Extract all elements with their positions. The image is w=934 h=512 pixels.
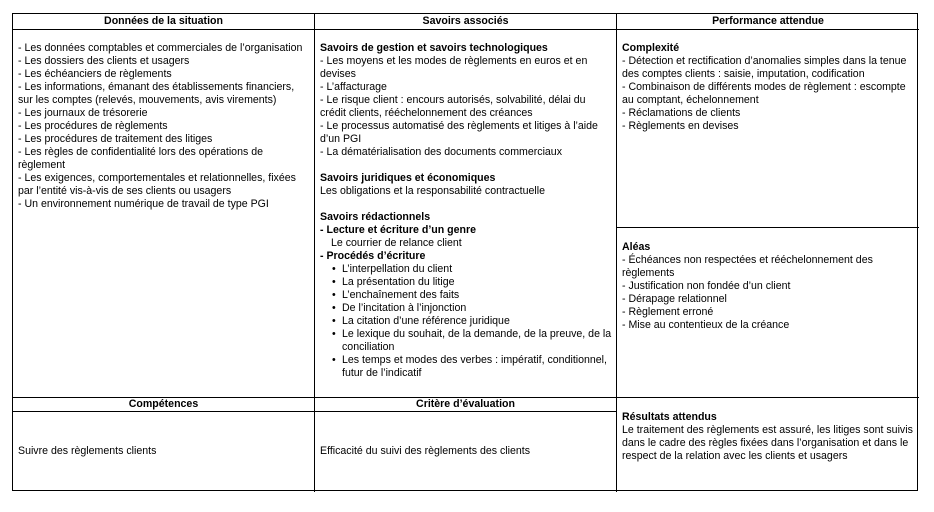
complexite-list	[622, 55, 914, 133]
list-item: - Un environnement numérique de travail de type PGI	[18, 198, 269, 210]
list-item: - Les dossiers des clients et usagers	[18, 55, 190, 67]
performance-divider	[616, 227, 919, 228]
header-critere: Critère d’évaluation	[416, 398, 515, 410]
list-item: - Combinaison de différents modes de règlement : escompte au comptant, échelonnement	[622, 81, 906, 106]
procedes-list	[320, 263, 612, 380]
savoirs-cell	[320, 42, 612, 396]
list-item: • De l’incitation à l’injonction	[320, 302, 612, 315]
list-item: - Réclamations de clients	[622, 107, 741, 119]
list-item: - Les journaux de trésorerie	[18, 107, 148, 119]
savoirs-redactionnels-title: Savoirs rédactionnels	[320, 211, 431, 223]
complexite-title: Complexité	[622, 42, 680, 54]
donnees-cell	[18, 42, 310, 392]
list-item: • Le lexique du souhait, de la demande, de la preuve, de la conciliation	[320, 328, 612, 354]
resultats-text: Le traitement des règlements est assuré, les litiges sont suivis dans le cadre des règles fixées dans l’organisation et dans le respect de la relation avec les clients et usagers	[622, 424, 913, 462]
list-item: - Les règles de confidentialité lors des opérations de règlement	[18, 146, 263, 171]
lecture-title: - Lecture et écriture d’un genre	[320, 224, 476, 236]
list-item: - Les échéanciers de règlements	[18, 68, 172, 80]
list-item: - Les procédures de règlements	[18, 120, 168, 132]
header-competences: Compétences	[128, 398, 199, 410]
list-item: • L’interpellation du client	[320, 263, 612, 276]
list-item: - Les procédures de traitement des litiges	[18, 133, 213, 145]
procedes-title: - Procédés d’écriture	[320, 250, 426, 262]
aleas-list	[622, 254, 914, 332]
competence-text: Suivre des règlements clients	[18, 444, 157, 457]
header-performance: Performance attendue	[712, 15, 824, 27]
competence-table	[12, 13, 918, 491]
lecture-text: Le courrier de relance client	[331, 237, 462, 249]
header-savoirs: Savoirs associés	[422, 15, 509, 27]
list-item: - Les moyens et les modes de règlements en euros et en devises	[320, 55, 588, 80]
critere-cell	[320, 412, 612, 490]
aleas-cell	[622, 241, 914, 393]
list-item: - Les exigences, comportementales et relationnelles, fixées par l’entité vis-à-vis de ses clients ou usagers	[18, 172, 296, 197]
savoirs-juridiques-text: Les obligations et la responsabilité contractuelle	[320, 185, 545, 197]
donnees-list	[18, 42, 310, 211]
column-divider-1	[314, 14, 315, 492]
resultats-title: Résultats attendus	[622, 411, 717, 423]
list-item: - Le processus automatisé des règlements et litiges à l’aide d’un PGI	[320, 120, 598, 145]
list-item: • Les temps et modes des verbes : impératif, conditionnel, futur de l’indicatif	[320, 354, 612, 380]
complexite-cell	[622, 42, 914, 222]
list-item: - Le risque client : encours autorisés, solvabilité, délai du crédit clients, rééchelonnement des créances	[320, 94, 586, 119]
list-item: • L’enchaînement des faits	[320, 289, 612, 302]
aleas-title: Aléas	[622, 241, 651, 253]
list-item: - Règlements en devises	[622, 120, 739, 132]
list-item: - Les données comptables et commerciales de l’organisation	[18, 42, 303, 54]
list-item: - L’affacturage	[320, 81, 387, 93]
list-item: - Échéances non respectées et rééchelonnement des règlements	[622, 254, 873, 279]
list-item: - La dématérialisation des documents commerciaux	[320, 146, 563, 158]
list-item: - Les informations, émanant des établissements financiers, sur les comptes (relevés, mouvements, avis virements)	[18, 81, 295, 106]
savoirs-gestion-list	[320, 55, 612, 159]
list-item: • La présentation du litige	[320, 276, 612, 289]
critere-text: Efficacité du suivi des règlements des clients	[320, 444, 531, 457]
list-item: - Dérapage relationnel	[622, 293, 727, 305]
column-divider-2	[616, 14, 617, 492]
list-item: - Règlement erroné	[622, 306, 714, 318]
list-item: • La citation d’une référence juridique	[320, 315, 612, 328]
resultats-cell	[622, 411, 914, 489]
header-donnees: Données de la situation	[104, 15, 223, 27]
header-divider	[13, 29, 919, 30]
list-item: - Justification non fondée d’un client	[622, 280, 791, 292]
list-item: - Mise au contentieux de la créance	[622, 319, 790, 331]
list-item: - Détection et rectification d’anomalies simples dans la tenue des comptes clients : saisie, imputation, codification	[622, 55, 907, 80]
competence-cell	[18, 412, 310, 490]
savoirs-gestion-title: Savoirs de gestion et savoirs technologiques	[320, 42, 548, 54]
savoirs-juridiques-title: Savoirs juridiques et économiques	[320, 172, 496, 184]
